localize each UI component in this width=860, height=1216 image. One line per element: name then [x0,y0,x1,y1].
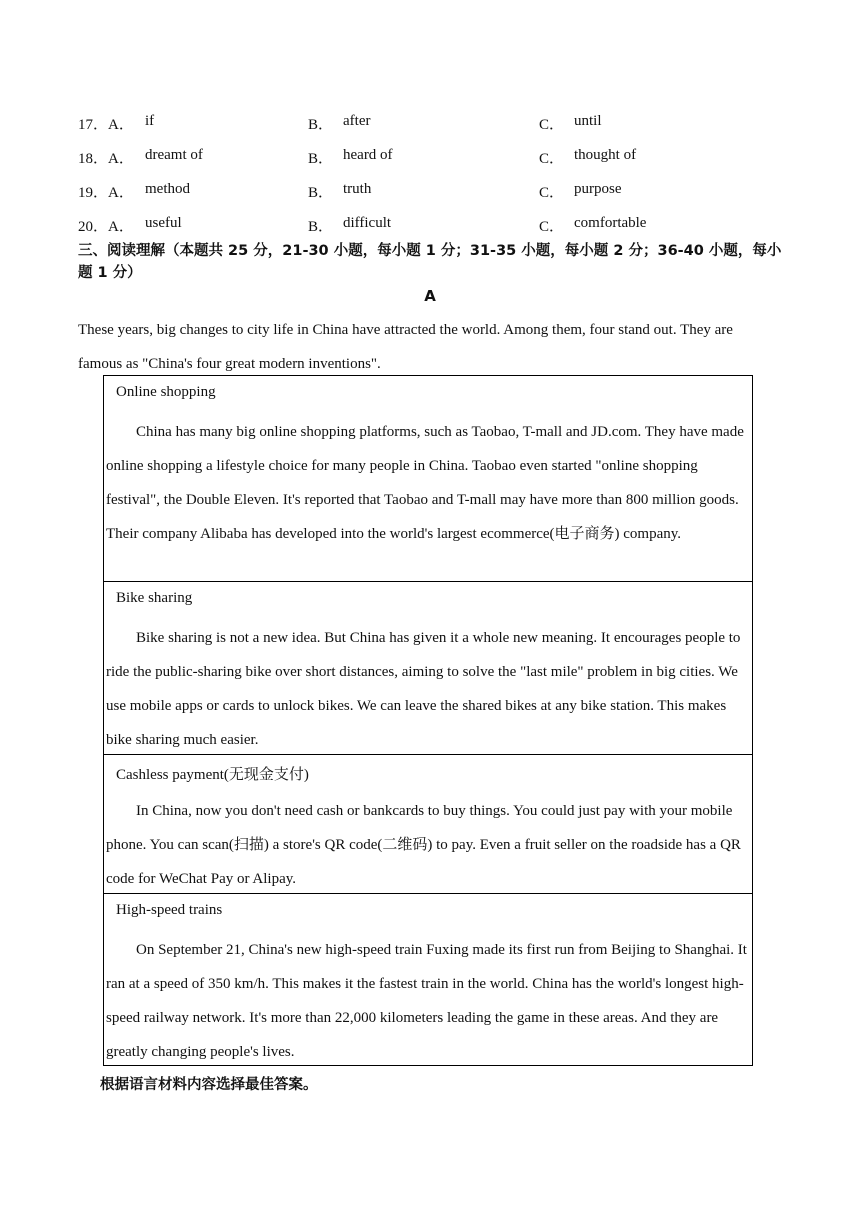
option-c-label: C． [539,219,565,235]
option-b: truth [343,181,372,197]
option-b-label: B． [308,185,334,201]
passage-intro: These years, big changes to city life in China have attracted the world. Among them, four stand out. They are famous as "China's four great modern inventions". [78,322,733,372]
box-heading: Online shopping [116,384,216,400]
question-17 [78,113,798,133]
info-box-cashless-payment [103,754,753,894]
box-body: Bike sharing is not a new idea. But China has given it a whole new meaning. It encourages people to ride the public-sharing bike over short distances, aiming to solve the "last mile" problem in big cities. We use mobile apps or cards to unlock bikes. We can leave the shared bikes at any bike station. This makes bike sharing much easier. [106,630,741,748]
option-c: comfortable [574,215,647,231]
option-b: after [343,113,371,129]
question-18 [78,147,798,167]
question-20 [78,215,798,235]
box-body: In China, now you don't need cash or bankcards to buy things. You could just pay with your mobile phone. You can scan(扫描) a store's QR code(二维码) to pay. Even a fruit seller on the roadside has a QR code for WeChat Pay or Alipay. [106,803,741,887]
option-a-label: A． [108,151,134,167]
info-box-bike-sharing [103,581,753,755]
passage-label: A [424,287,436,305]
option-a-label: A． [108,219,134,235]
option-a-label: A． [108,117,134,133]
box-heading: Bike sharing [116,590,193,606]
option-c-label: C． [539,185,565,201]
question-number: 20． [78,219,109,235]
option-a: dreamt of [145,147,203,163]
question-number: 18． [78,151,109,167]
option-b: heard of [343,147,393,163]
option-a: useful [145,215,182,231]
option-b: difficult [343,215,392,231]
box-body: On September 21, China's new high-speed train Fuxing made its first run from Beijing to Shanghai. It ran at a speed of 350 km/h. This makes it the fastest train in the world. China has the world's longest high-speed railway network. It's more than 22,000 kilometers leading the game in these areas. And they are greatly changing people's lives. [106,942,747,1060]
option-b-label: B． [308,117,334,133]
box-body: China has many big online shopping platforms, such as Taobao, T-mall and JD.com. They have made online shopping a lifestyle choice for many people in China. Taobao even started "online shopping festival", the Double Eleven. It's reported that Taobao and T-mall may have more than 800 million goods. Their company Alibaba has developed into the world's largest ecommerce(电子商务) company. [106,424,744,542]
option-c-label: C． [539,117,565,133]
instruction: 根据语言材料内容选择最佳答案。 [100,1077,318,1093]
option-c-label: C． [539,151,565,167]
question-number: 17． [78,117,109,133]
option-b-label: B． [308,219,334,235]
section-title: 三、阅读理解（本题共 25 分，21-30 小题，每小题 1 分；31-35 小题，每小题 2 分；36-40 小题，每小题 1 分） [78,243,782,281]
option-a: method [145,181,190,197]
option-c: until [574,113,602,129]
question-number: 19． [78,185,109,201]
info-box-high-speed-trains [103,893,753,1066]
info-box-online-shopping [103,375,753,582]
box-heading: High-speed trains [116,902,223,918]
question-19 [78,181,798,201]
option-a-label: A． [108,185,134,201]
option-c: purpose [574,181,622,197]
option-c: thought of [574,147,637,163]
option-a: if [145,113,155,129]
option-b-label: B． [308,151,334,167]
box-heading: Cashless payment(无现金支付) [116,767,309,783]
